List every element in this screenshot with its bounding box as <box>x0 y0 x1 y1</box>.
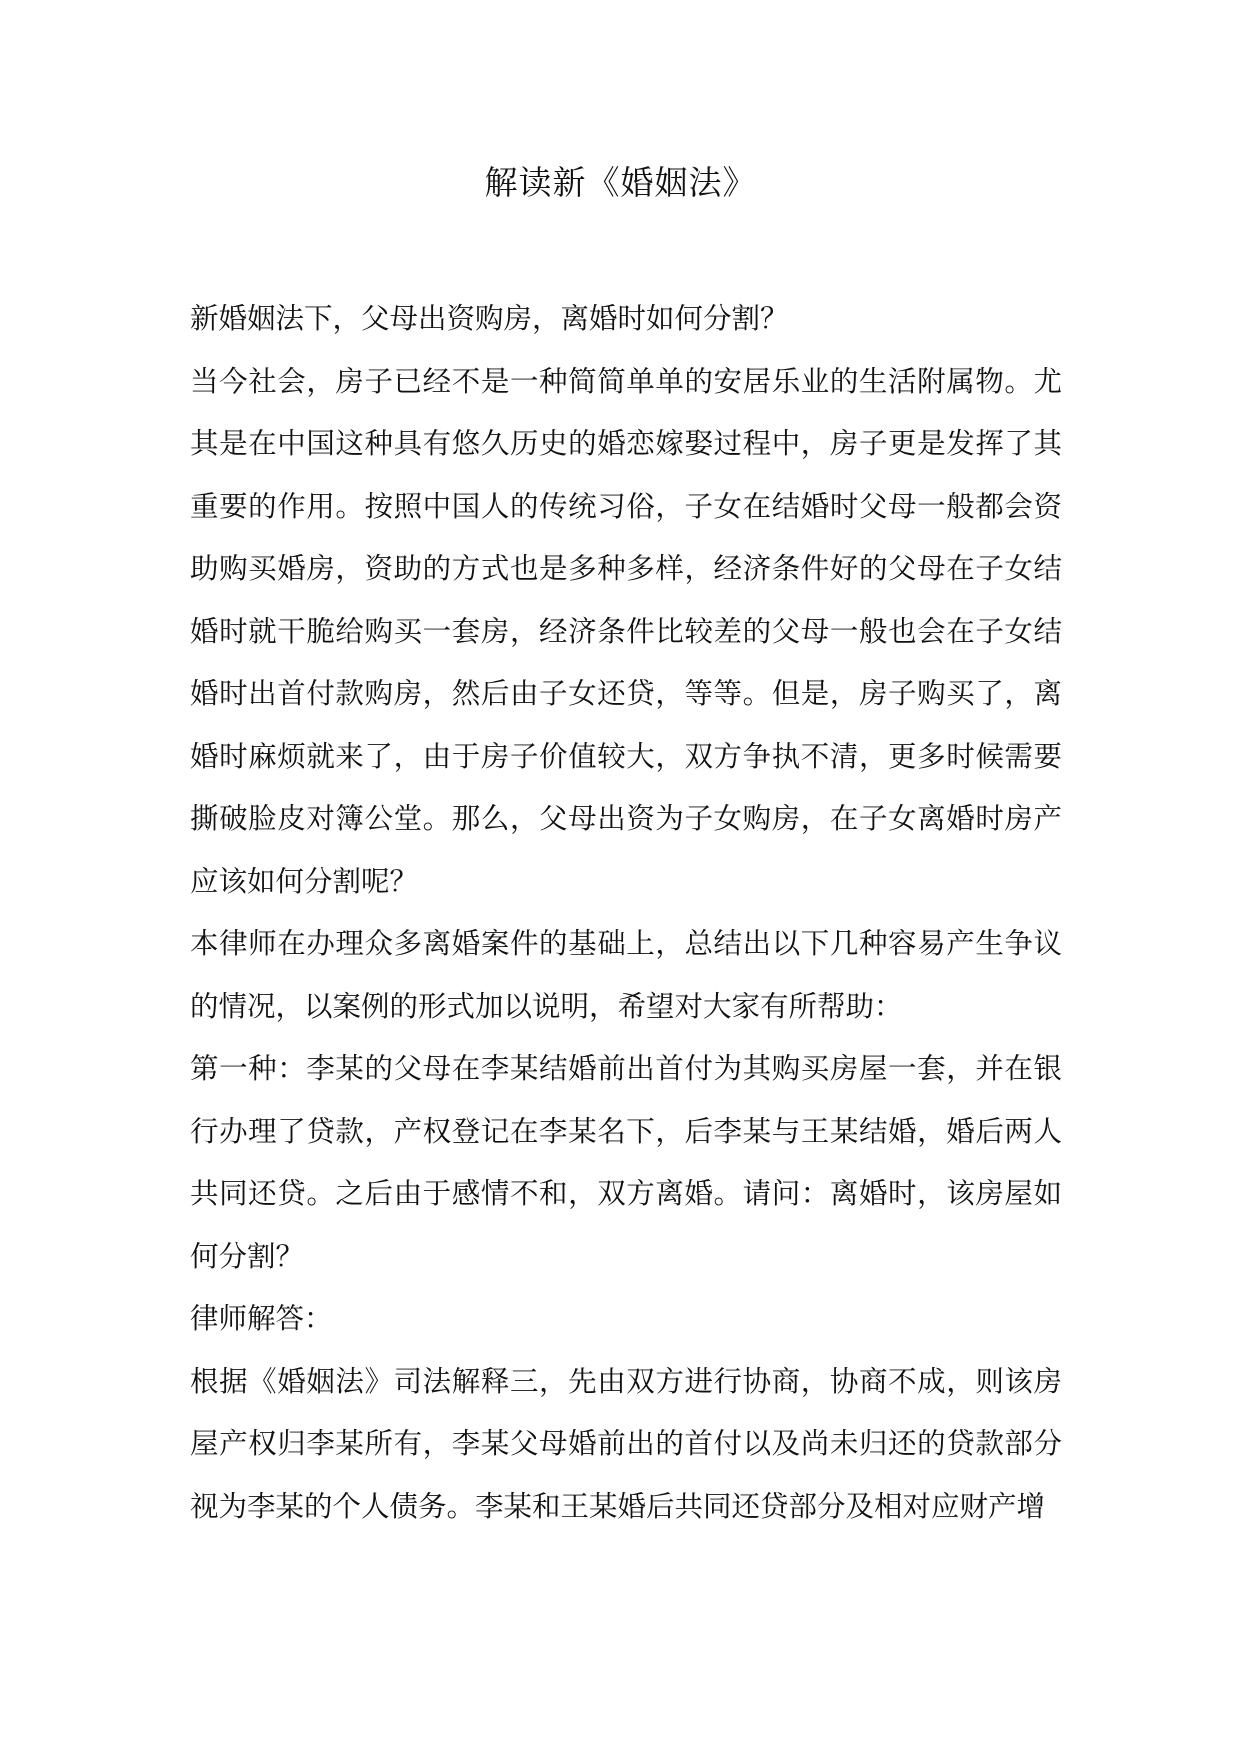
paragraph-question: 新婚姻法下，父母出资购房，离婚时如何分割？ <box>190 302 789 335</box>
paragraph-intro: 当今社会，房子已经不是一种简简单单的安居乐业的生活附属物。尤其是在中国这种具有悠久历史的婚恋嫁娶过程中，房子更是发挥了其重要的作用。按照中国人的传统习俗，子女在结婚时父母一般都会资助购买婚房，资助的方式也是多种多样，经济条件好的父母在子女结婚时就干脆给购买一套房，经济条件比较差的父母一般也会在子女结婚时出首付款购房，然后由子女还贷，等等。但是，房子购买了，离婚时麻烦就来了，由于房子价值较大，双方争执不清，更多时候需要撕破脸皮对簿公堂。那么，父母出资为子女购房，在子女离婚时房产应该如何分割呢？ <box>190 364 1062 898</box>
paragraph-answer: 根据《婚姻法》司法解释三，先由双方进行协商，协商不成，则该房屋产权归李某所有，李某父母婚前出的首付以及尚未归还的贷款部分视为李某的个人债务。李某和王某婚后共同还贷部分及相对应财产增 <box>190 1364 1062 1523</box>
paragraph-case-one: 第一种：李某的父母在李某结婚前出首付为其购买房屋一套，并在银行办理了贷款，产权登记在李某名下，后李某与王某结婚，婚后两人共同还贷。之后由于感情不和，双方离婚。请问：离婚时，该房屋如何分割？ <box>190 1052 1062 1273</box>
document-title: 解读新《婚姻法》 <box>484 163 757 202</box>
paragraph-lawyer-summary: 本律师在办理众多离婚案件的基础上，总结出以下几种容易产生争议的情况，以案例的形式加以说明，希望对大家有所帮助： <box>190 927 1062 1023</box>
document-body <box>190 288 1062 1538</box>
paragraph-answer-label: 律师解答： <box>190 1302 333 1335</box>
